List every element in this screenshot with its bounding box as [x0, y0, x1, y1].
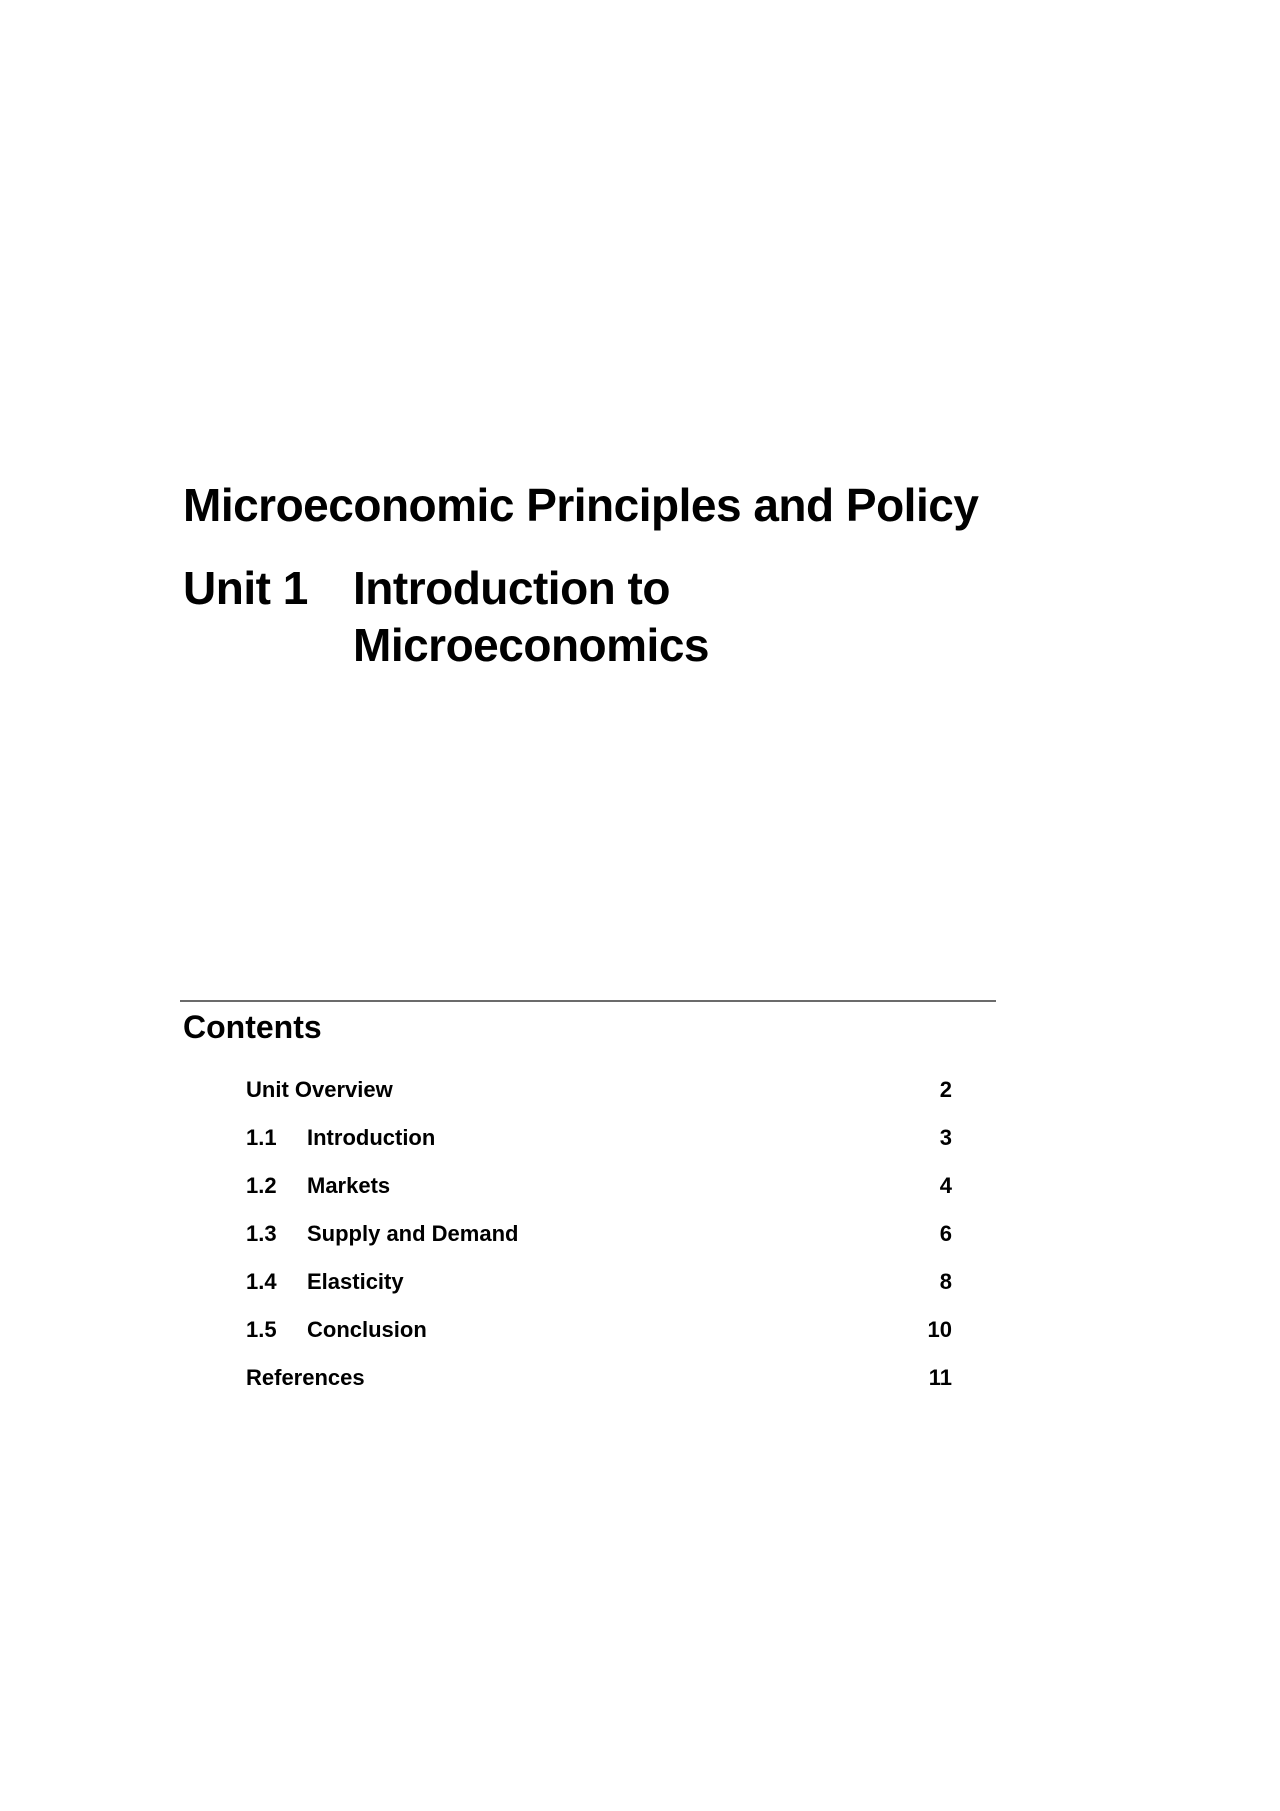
toc-entry-page: 2	[939, 1077, 952, 1102]
toc-entry-label: Conclusion	[307, 1317, 427, 1342]
toc-entry-number: 1.3	[246, 1221, 277, 1246]
contents-divider	[180, 1000, 996, 1002]
toc-entry-number: 1.4	[246, 1269, 277, 1294]
toc-entry-page: 4	[939, 1173, 952, 1198]
unit-title: Introduction to Microeconomics	[353, 562, 709, 671]
toc-entry-page: 3	[939, 1125, 952, 1150]
toc-entry-page: 8	[939, 1269, 952, 1294]
toc-entry-supply-and-demand[interactable]	[246, 1210, 952, 1258]
toc-entry-number: 1.1	[246, 1125, 277, 1150]
toc-entry-markets[interactable]	[246, 1162, 952, 1210]
toc-entry-unit-overview[interactable]	[246, 1066, 952, 1114]
course-title: Microeconomic Principles and Policy	[183, 479, 979, 531]
table-of-contents	[246, 1066, 952, 1402]
toc-entry-elasticity[interactable]	[246, 1258, 952, 1306]
unit-label: Unit 1	[183, 562, 308, 614]
toc-entry-page: 11	[928, 1365, 952, 1390]
toc-entry-label: Elasticity	[307, 1269, 404, 1294]
toc-entry-label: References	[246, 1365, 365, 1390]
toc-entry-conclusion[interactable]	[246, 1306, 952, 1354]
toc-entry-page: 10	[927, 1317, 952, 1342]
toc-entry-number: 1.2	[246, 1173, 277, 1198]
toc-entry-introduction[interactable]	[246, 1114, 952, 1162]
contents-heading: Contents	[183, 1009, 322, 1045]
toc-entry-page: 6	[939, 1221, 952, 1246]
toc-entry-label: Markets	[307, 1173, 391, 1198]
toc-entry-label: Supply and Demand	[307, 1221, 519, 1246]
toc-entry-references[interactable]	[246, 1354, 952, 1402]
toc-entry-label: Unit Overview	[246, 1077, 393, 1102]
toc-entry-number: 1.5	[246, 1317, 277, 1342]
toc-entry-label: Introduction	[307, 1125, 436, 1150]
